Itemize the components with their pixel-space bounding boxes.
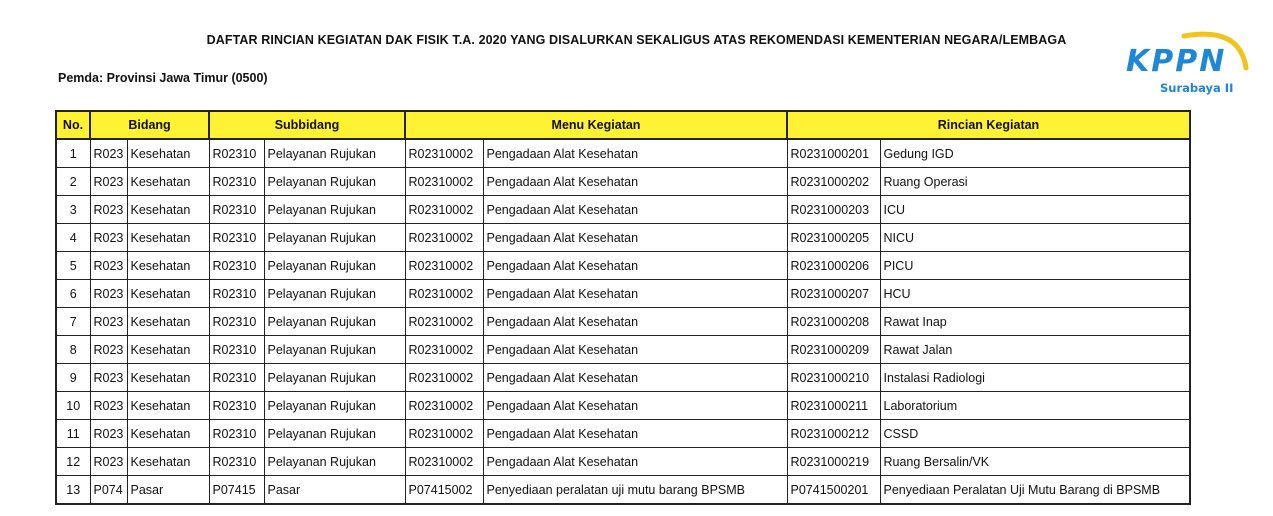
- table-row: [56, 168, 1190, 196]
- cell-rincian-code: R0231000219: [787, 448, 880, 476]
- cell-bidang: Kesehatan: [127, 196, 209, 224]
- cell-rincian-code: P0741500201: [787, 476, 880, 505]
- table-row: [56, 196, 1190, 224]
- cell-subbidang-code: R02310: [209, 448, 264, 476]
- table-row: [56, 336, 1190, 364]
- cell-bidang-code: R023: [90, 139, 127, 168]
- cell-rincian-code: R0231000212: [787, 420, 880, 448]
- cell-rincian: Laboratorium: [880, 392, 1190, 420]
- table-row: [56, 364, 1190, 392]
- cell-bidang: Kesehatan: [127, 168, 209, 196]
- header-no: No.: [56, 111, 90, 139]
- cell-subbidang-code: R02310: [209, 139, 264, 168]
- cell-subbidang: Pelayanan Rujukan: [264, 336, 405, 364]
- cell-subbidang-code: P07415: [209, 476, 264, 505]
- cell-bidang: Kesehatan: [127, 392, 209, 420]
- cell-subbidang: Pelayanan Rujukan: [264, 252, 405, 280]
- cell-no: 4: [56, 224, 90, 252]
- cell-menu: Pengadaan Alat Kesehatan: [483, 196, 787, 224]
- cell-rincian-code: R0231000203: [787, 196, 880, 224]
- cell-menu: Pengadaan Alat Kesehatan: [483, 168, 787, 196]
- table-row: [56, 420, 1190, 448]
- cell-menu-code: R02310002: [405, 280, 483, 308]
- table-row: [56, 280, 1190, 308]
- cell-menu-code: R02310002: [405, 139, 483, 168]
- cell-no: 5: [56, 252, 90, 280]
- cell-bidang-code: R023: [90, 448, 127, 476]
- cell-no: 2: [56, 168, 90, 196]
- cell-no: 8: [56, 336, 90, 364]
- cell-menu: Pengadaan Alat Kesehatan: [483, 336, 787, 364]
- table-row: [56, 224, 1190, 252]
- cell-bidang-code: R023: [90, 392, 127, 420]
- cell-no: 6: [56, 280, 90, 308]
- cell-bidang-code: R023: [90, 308, 127, 336]
- cell-menu-code: R02310002: [405, 308, 483, 336]
- cell-rincian-code: R0231000202: [787, 168, 880, 196]
- table-row: [56, 308, 1190, 336]
- cell-menu-code: R02310002: [405, 420, 483, 448]
- cell-menu-code: R02310002: [405, 336, 483, 364]
- cell-rincian: Penyediaan Peralatan Uji Mutu Barang di BPSMB: [880, 476, 1190, 505]
- cell-rincian: PICU: [880, 252, 1190, 280]
- table-body: [56, 139, 1190, 504]
- cell-no: 13: [56, 476, 90, 505]
- cell-subbidang: Pelayanan Rujukan: [264, 280, 405, 308]
- header-menu-kegiatan: Menu Kegiatan: [405, 111, 787, 139]
- cell-rincian-code: R0231000208: [787, 308, 880, 336]
- table-row: [56, 139, 1190, 168]
- cell-subbidang-code: R02310: [209, 280, 264, 308]
- cell-subbidang-code: R02310: [209, 308, 264, 336]
- cell-subbidang-code: R02310: [209, 196, 264, 224]
- cell-menu-code: R02310002: [405, 392, 483, 420]
- cell-menu-code: P07415002: [405, 476, 483, 505]
- cell-bidang: Kesehatan: [127, 139, 209, 168]
- cell-rincian-code: R0231000201: [787, 139, 880, 168]
- cell-menu-code: R02310002: [405, 224, 483, 252]
- cell-subbidang-code: R02310: [209, 420, 264, 448]
- cell-menu-code: R02310002: [405, 448, 483, 476]
- cell-menu-code: R02310002: [405, 168, 483, 196]
- cell-menu-code: R02310002: [405, 364, 483, 392]
- cell-bidang-code: R023: [90, 252, 127, 280]
- rincian-table: [55, 110, 1191, 505]
- cell-no: 7: [56, 308, 90, 336]
- cell-menu: Pengadaan Alat Kesehatan: [483, 308, 787, 336]
- cell-rincian: Gedung IGD: [880, 139, 1190, 168]
- cell-subbidang-code: R02310: [209, 168, 264, 196]
- cell-no: 9: [56, 364, 90, 392]
- cell-rincian-code: R0231000207: [787, 280, 880, 308]
- cell-subbidang: Pelayanan Rujukan: [264, 168, 405, 196]
- cell-bidang-code: R023: [90, 420, 127, 448]
- logo-text: KPPN: [1126, 44, 1227, 79]
- cell-menu-code: R02310002: [405, 252, 483, 280]
- cell-subbidang: Pelayanan Rujukan: [264, 420, 405, 448]
- table-row: [56, 392, 1190, 420]
- cell-menu: Pengadaan Alat Kesehatan: [483, 392, 787, 420]
- cell-subbidang: Pelayanan Rujukan: [264, 364, 405, 392]
- cell-rincian-code: R0231000209: [787, 336, 880, 364]
- cell-bidang: Kesehatan: [127, 448, 209, 476]
- cell-no: 10: [56, 392, 90, 420]
- cell-bidang: Pasar: [127, 476, 209, 505]
- cell-bidang-code: P074: [90, 476, 127, 505]
- cell-rincian-code: R0231000210: [787, 364, 880, 392]
- cell-menu: Pengadaan Alat Kesehatan: [483, 280, 787, 308]
- header-bidang: Bidang: [90, 111, 209, 139]
- cell-bidang: Kesehatan: [127, 280, 209, 308]
- cell-rincian: Rawat Jalan: [880, 336, 1190, 364]
- cell-subbidang-code: R02310: [209, 336, 264, 364]
- cell-rincian-code: R0231000205: [787, 224, 880, 252]
- header-subbidang: Subbidang: [209, 111, 405, 139]
- cell-rincian: HCU: [880, 280, 1190, 308]
- cell-bidang: Kesehatan: [127, 336, 209, 364]
- table-row: [56, 476, 1190, 505]
- document-title: DAFTAR RINCIAN KEGIATAN DAK FISIK T.A. 2020 YANG DISALURKAN SEKALIGUS ATAS REKOMENDASI KEMENTERIAN NEGARA/LEMBAGA: [206, 33, 1067, 47]
- cell-rincian: Instalasi Radiologi: [880, 364, 1190, 392]
- cell-bidang-code: R023: [90, 168, 127, 196]
- cell-subbidang: Pelayanan Rujukan: [264, 308, 405, 336]
- cell-bidang-code: R023: [90, 280, 127, 308]
- cell-bidang-code: R023: [90, 364, 127, 392]
- cell-subbidang: Pelayanan Rujukan: [264, 196, 405, 224]
- cell-bidang: Kesehatan: [127, 420, 209, 448]
- cell-bidang-code: R023: [90, 196, 127, 224]
- table-row: [56, 448, 1190, 476]
- cell-no: 12: [56, 448, 90, 476]
- cell-menu: Pengadaan Alat Kesehatan: [483, 448, 787, 476]
- cell-rincian: Ruang Operasi: [880, 168, 1190, 196]
- cell-rincian: Rawat Inap: [880, 308, 1190, 336]
- cell-no: 1: [56, 139, 90, 168]
- cell-subbidang: Pelayanan Rujukan: [264, 139, 405, 168]
- table-header-row: [56, 111, 1190, 139]
- cell-menu-code: R02310002: [405, 196, 483, 224]
- cell-rincian-code: R0231000206: [787, 252, 880, 280]
- cell-bidang: Kesehatan: [127, 308, 209, 336]
- cell-menu: Penyediaan peralatan uji mutu barang BPSMB: [483, 476, 787, 505]
- cell-rincian: ICU: [880, 196, 1190, 224]
- pemda-label: Pemda: Provinsi Jawa Timur (0500): [58, 71, 268, 85]
- cell-subbidang-code: R02310: [209, 252, 264, 280]
- cell-rincian: CSSD: [880, 420, 1190, 448]
- cell-no: 11: [56, 420, 90, 448]
- cell-bidang-code: R023: [90, 224, 127, 252]
- cell-subbidang: Pelayanan Rujukan: [264, 448, 405, 476]
- cell-rincian: Ruang Bersalin/VK: [880, 448, 1190, 476]
- cell-menu: Pengadaan Alat Kesehatan: [483, 139, 787, 168]
- cell-menu: Pengadaan Alat Kesehatan: [483, 252, 787, 280]
- cell-subbidang: Pelayanan Rujukan: [264, 224, 405, 252]
- cell-subbidang-code: R02310: [209, 392, 264, 420]
- kppn-logo: [1122, 30, 1262, 100]
- cell-subbidang-code: R02310: [209, 224, 264, 252]
- cell-bidang: Kesehatan: [127, 224, 209, 252]
- cell-bidang: Kesehatan: [127, 252, 209, 280]
- cell-rincian: NICU: [880, 224, 1190, 252]
- cell-bidang: Kesehatan: [127, 364, 209, 392]
- logo-subtitle: Surabaya II: [1160, 81, 1234, 95]
- cell-menu: Pengadaan Alat Kesehatan: [483, 420, 787, 448]
- header-rincian-kegiatan: Rincian Kegiatan: [787, 111, 1190, 139]
- cell-subbidang: Pasar: [264, 476, 405, 505]
- cell-rincian-code: R0231000211: [787, 392, 880, 420]
- cell-menu: Pengadaan Alat Kesehatan: [483, 364, 787, 392]
- cell-bidang-code: R023: [90, 336, 127, 364]
- cell-subbidang: Pelayanan Rujukan: [264, 392, 405, 420]
- table-row: [56, 252, 1190, 280]
- cell-subbidang-code: R02310: [209, 364, 264, 392]
- cell-no: 3: [56, 196, 90, 224]
- cell-menu: Pengadaan Alat Kesehatan: [483, 224, 787, 252]
